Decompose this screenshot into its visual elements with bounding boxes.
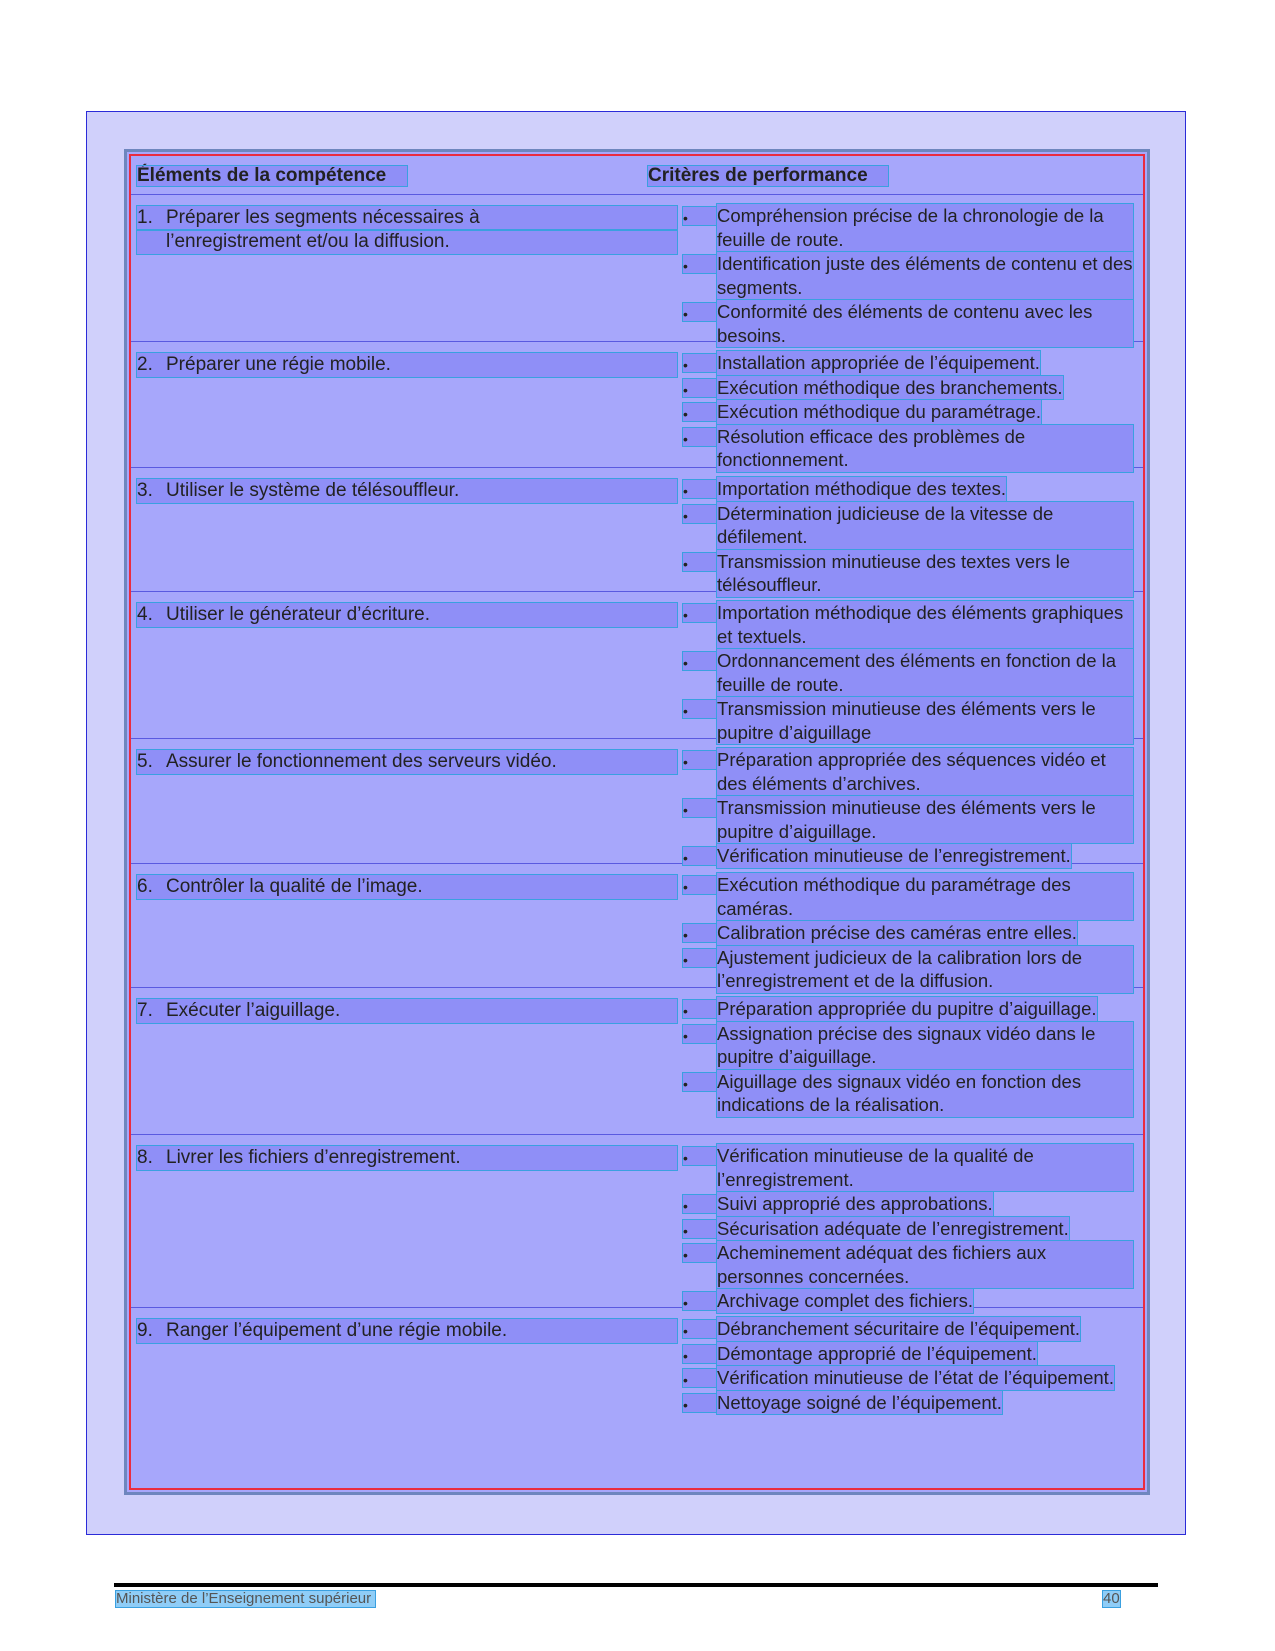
criterion-text: Préparation appropriée des séquences vidéo et des éléments d’archives. bbox=[717, 748, 1133, 795]
competency-element bbox=[137, 479, 677, 503]
competency-element bbox=[137, 999, 677, 1023]
list-item bbox=[683, 550, 1133, 597]
footer-ministry: Ministère de l’Enseignement supérieur bbox=[116, 1591, 375, 1607]
footer-page-number: 40 bbox=[1103, 1590, 1120, 1607]
criterion-text: Transmission minutieuse des éléments vers le pupitre d’aiguillage. bbox=[717, 796, 1133, 843]
header-elements: Éléments de la compétence bbox=[137, 166, 407, 186]
element-line bbox=[137, 353, 677, 377]
element-number: 1. bbox=[137, 207, 153, 228]
element-text: Assurer le fonctionnement des serveurs vidéo. bbox=[166, 751, 557, 772]
bullet-icon: • bbox=[683, 1000, 717, 1018]
criterion-text: Nettoyage soigné de l’équipement. bbox=[717, 1391, 1002, 1413]
element-text: Ranger l’équipement d’une régie mobile. bbox=[166, 1320, 508, 1341]
bullet-icon: • bbox=[683, 255, 717, 273]
list-item bbox=[683, 1342, 1133, 1366]
element-number: 3. bbox=[137, 480, 153, 501]
table-row bbox=[131, 194, 1143, 346]
competency-table bbox=[124, 149, 1150, 1495]
competency-element bbox=[137, 353, 677, 377]
list-item bbox=[683, 1317, 1133, 1341]
competency-element bbox=[137, 750, 677, 774]
element-line bbox=[137, 750, 677, 774]
list-item bbox=[683, 351, 1133, 375]
list-item bbox=[683, 300, 1133, 347]
table-row bbox=[131, 467, 1143, 595]
bullet-icon: • bbox=[683, 379, 717, 397]
list-item bbox=[683, 204, 1133, 251]
criterion-text: Ajustement judicieux de la calibration lors de l’enregistrement et de la diffusion. bbox=[717, 946, 1133, 993]
table-row bbox=[131, 987, 1143, 1135]
criterion-text: Vérification minutieuse de la qualité de l’enregistrement. bbox=[717, 1144, 1133, 1191]
list-item bbox=[683, 796, 1133, 843]
element-number: 5. bbox=[137, 751, 153, 772]
bullet-icon: • bbox=[683, 1073, 717, 1091]
competency-table-inner bbox=[129, 154, 1145, 1490]
criterion-text: Préparation appropriée du pupitre d’aiguillage. bbox=[717, 998, 1097, 1019]
performance-criteria-list bbox=[683, 748, 1133, 869]
list-item bbox=[683, 502, 1133, 549]
table-row bbox=[131, 341, 1143, 468]
criterion-text: Acheminement adéquat des fichiers aux personnes concernées. bbox=[717, 1241, 1133, 1288]
footer-rule bbox=[114, 1583, 1158, 1587]
list-item bbox=[683, 400, 1133, 424]
criterion-text: Calibration précise des caméras entre elles. bbox=[717, 922, 1077, 943]
criterion-text: Archivage complet des fichiers. bbox=[717, 1290, 974, 1311]
performance-criteria-list bbox=[683, 1317, 1133, 1415]
list-item bbox=[683, 252, 1133, 299]
element-number: 2. bbox=[137, 354, 153, 375]
element-line bbox=[137, 603, 677, 627]
criterion-text: Transmission minutieuse des textes vers le télésouffleur. bbox=[717, 550, 1133, 597]
criterion-text: Démontage approprié de l’équipement. bbox=[717, 1342, 1037, 1364]
bullet-icon: • bbox=[683, 751, 717, 769]
element-text: Préparer les segments nécessaires à bbox=[166, 207, 480, 228]
competency-element bbox=[137, 875, 677, 899]
table-header-row bbox=[131, 156, 1143, 195]
element-number: 9. bbox=[137, 1320, 153, 1341]
criterion-text: Ordonnancement des éléments en fonction de la feuille de route. bbox=[717, 649, 1133, 696]
bullet-icon: • bbox=[683, 1195, 717, 1213]
bullet-icon: • bbox=[683, 1394, 717, 1412]
competency-element bbox=[137, 1146, 677, 1170]
list-item bbox=[683, 425, 1133, 472]
list-item bbox=[683, 376, 1133, 400]
element-text: l’enregistrement et/ou la diffusion. bbox=[166, 231, 450, 252]
element-number: 4. bbox=[137, 604, 153, 625]
element-line bbox=[137, 479, 677, 503]
element-line bbox=[137, 1146, 677, 1170]
bullet-icon: • bbox=[683, 403, 717, 421]
list-item bbox=[683, 1366, 1133, 1390]
element-text: Utiliser le générateur d’écriture. bbox=[166, 604, 431, 625]
table-row bbox=[131, 1307, 1143, 1482]
table-row bbox=[131, 738, 1143, 864]
element-text: Livrer les fichiers d’enregistrement. bbox=[166, 1147, 461, 1168]
element-line bbox=[137, 875, 677, 899]
bullet-icon: • bbox=[683, 949, 717, 967]
list-item bbox=[683, 649, 1133, 696]
criterion-text: Exécution méthodique du paramétrage. bbox=[717, 401, 1041, 422]
page-content-box bbox=[86, 111, 1186, 1535]
bullet-icon: • bbox=[683, 1292, 717, 1310]
criterion-text: Installation appropriée de l’équipement. bbox=[717, 352, 1040, 373]
bullet-icon: • bbox=[683, 847, 717, 865]
element-number: 6. bbox=[137, 876, 153, 897]
bullet-icon: • bbox=[683, 924, 717, 942]
bullet-icon: • bbox=[683, 303, 717, 321]
competency-element bbox=[137, 206, 677, 254]
performance-criteria-list bbox=[683, 601, 1133, 745]
element-line bbox=[137, 230, 677, 254]
bullet-icon: • bbox=[683, 700, 717, 718]
criterion-text: Aiguillage des signaux vidéo en fonction des indications de la réalisation. bbox=[717, 1070, 1133, 1117]
list-item bbox=[683, 1217, 1133, 1241]
bullet-icon: • bbox=[683, 1244, 717, 1262]
element-line bbox=[137, 999, 677, 1023]
list-item bbox=[683, 1192, 1133, 1216]
criterion-text: Débranchement sécuritaire de l’équipement. bbox=[717, 1318, 1081, 1339]
criterion-text: Conformité des éléments de contenu avec les besoins. bbox=[717, 300, 1133, 347]
criterion-text: Exécution méthodique du paramétrage des caméras. bbox=[717, 873, 1133, 920]
bullet-icon: • bbox=[683, 1320, 717, 1338]
bullet-icon: • bbox=[683, 652, 717, 670]
criterion-text: Détermination judicieuse de la vitesse de défilement. bbox=[717, 502, 1133, 549]
table-row bbox=[131, 863, 1143, 991]
list-item bbox=[683, 697, 1133, 744]
criterion-text: Compréhension précise de la chronologie de la feuille de route. bbox=[717, 204, 1133, 251]
criterion-text: Vérification minutieuse de l’état de l’équipement. bbox=[717, 1367, 1114, 1388]
table-row bbox=[131, 591, 1143, 743]
criterion-text: Résolution efficace des problèmes de fonctionnement. bbox=[717, 425, 1133, 472]
header-criteria: Critères de performance bbox=[648, 166, 888, 186]
element-text: Préparer une régie mobile. bbox=[166, 354, 391, 375]
list-item bbox=[683, 873, 1133, 920]
performance-criteria-list bbox=[683, 873, 1133, 994]
list-item bbox=[683, 921, 1133, 945]
list-item bbox=[683, 601, 1133, 648]
element-text: Utiliser le système de télésouffleur. bbox=[166, 480, 460, 501]
criterion-text: Assignation précise des signaux vidéo dans le pupitre d’aiguillage. bbox=[717, 1022, 1133, 1069]
element-line bbox=[137, 206, 677, 230]
element-number: 8. bbox=[137, 1147, 153, 1168]
criterion-text: Vérification minutieuse de l’enregistrement. bbox=[717, 845, 1071, 866]
performance-criteria-list bbox=[683, 351, 1133, 473]
criterion-text: Sécurisation adéquate de l’enregistrement. bbox=[717, 1217, 1069, 1239]
element-number: 7. bbox=[137, 1000, 153, 1021]
criterion-text: Identification juste des éléments de contenu et des segments. bbox=[717, 253, 1133, 298]
list-item bbox=[683, 748, 1133, 795]
performance-criteria-list bbox=[683, 997, 1133, 1118]
criterion-text: Suivi approprié des approbations. bbox=[717, 1193, 993, 1214]
list-item bbox=[683, 477, 1133, 501]
element-number bbox=[137, 230, 166, 254]
criterion-text: Transmission minutieuse des éléments vers le pupitre d’aiguillage bbox=[717, 697, 1133, 744]
bullet-icon: • bbox=[683, 207, 717, 225]
criterion-text: Importation méthodique des éléments graphiques et textuels. bbox=[717, 601, 1133, 648]
performance-criteria-list bbox=[683, 204, 1133, 348]
list-item bbox=[683, 1391, 1133, 1415]
performance-criteria-list bbox=[683, 1144, 1133, 1314]
bullet-icon: • bbox=[683, 354, 717, 372]
bullet-icon: • bbox=[683, 799, 717, 817]
list-item bbox=[683, 946, 1133, 993]
performance-criteria-list bbox=[683, 477, 1133, 598]
bullet-icon: • bbox=[683, 1369, 717, 1387]
element-text: Exécuter l’aiguillage. bbox=[166, 1000, 341, 1021]
bullet-icon: • bbox=[683, 876, 717, 894]
criterion-text: Exécution méthodique des branchements. bbox=[717, 376, 1063, 398]
competency-element bbox=[137, 1319, 677, 1343]
bullet-icon: • bbox=[683, 1220, 717, 1238]
element-text: Contrôler la qualité de l’image. bbox=[166, 876, 423, 897]
list-item bbox=[683, 997, 1133, 1021]
bullet-icon: • bbox=[683, 428, 717, 446]
competency-element bbox=[137, 603, 677, 627]
bullet-icon: • bbox=[683, 1147, 717, 1165]
element-line bbox=[137, 1319, 677, 1343]
bullet-icon: • bbox=[683, 1025, 717, 1043]
bullet-icon: • bbox=[683, 1345, 717, 1363]
bullet-icon: • bbox=[683, 505, 717, 523]
criterion-text: Importation méthodique des textes. bbox=[717, 478, 1006, 499]
list-item bbox=[683, 1070, 1133, 1117]
list-item bbox=[683, 1144, 1133, 1191]
table-row bbox=[131, 1134, 1143, 1311]
bullet-icon: • bbox=[683, 604, 717, 622]
bullet-icon: • bbox=[683, 480, 717, 498]
list-item bbox=[683, 1241, 1133, 1288]
list-item bbox=[683, 1022, 1133, 1069]
bullet-icon: • bbox=[683, 553, 717, 571]
